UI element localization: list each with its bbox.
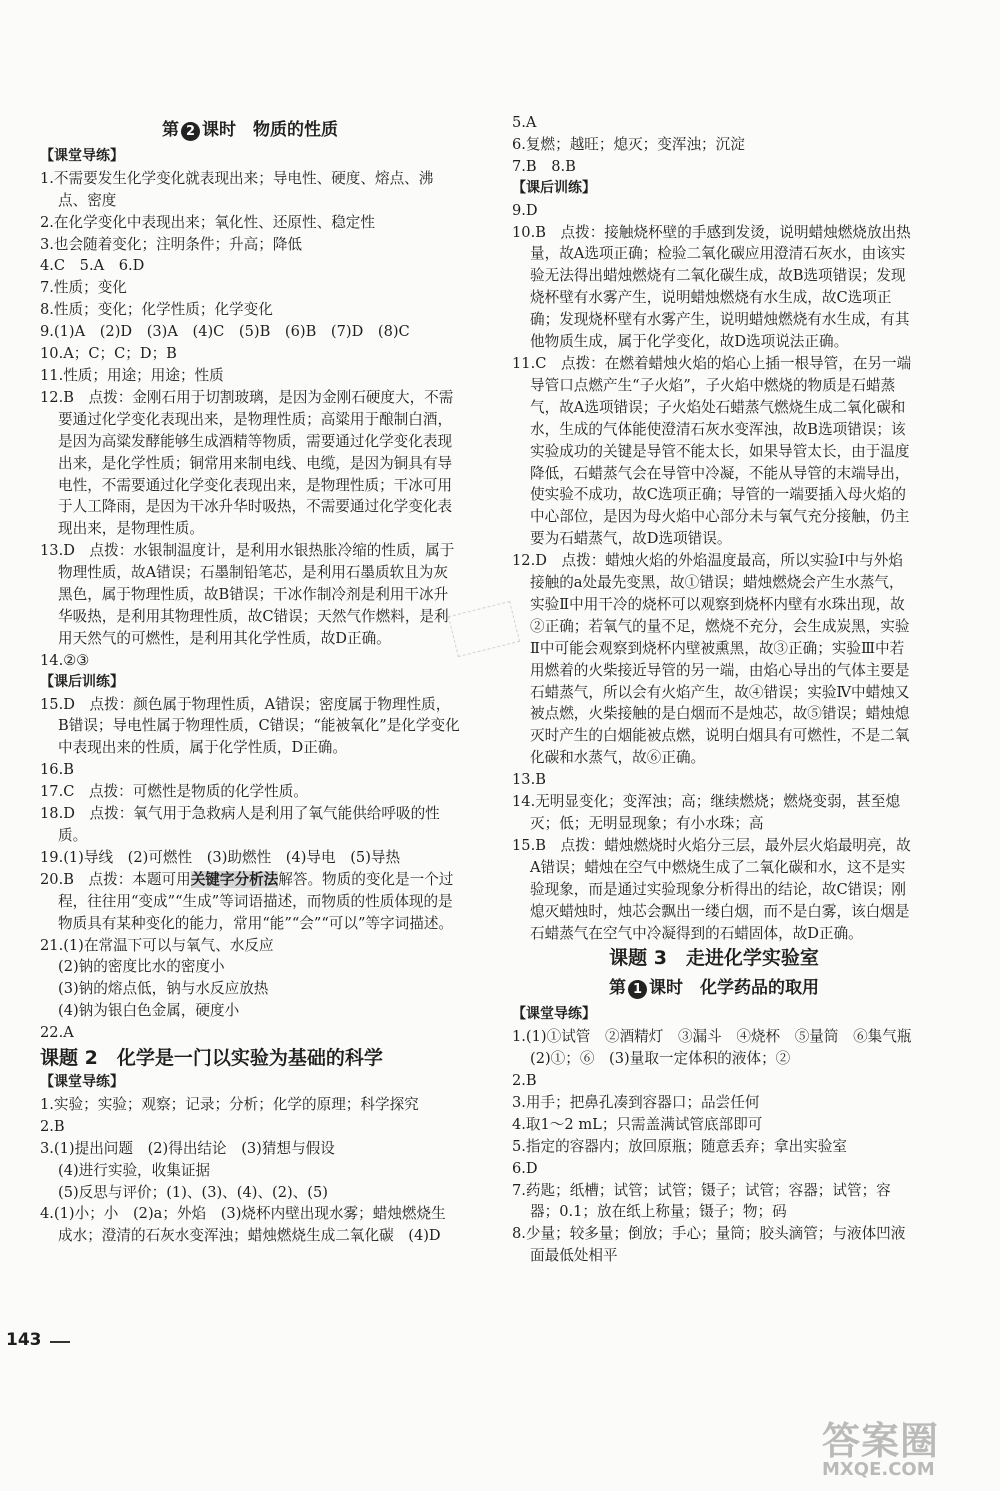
answer-item: 5.A (512, 114, 537, 131)
answer-item: 10.A；C；C；D；B (40, 345, 177, 363)
answer-item: 1.(1)①试管 ②酒精灯 ③漏斗 ④烧杯 ⑤量筒 ⑥集气瓶 (2)①；⑥ (3)量取一定体积的液体；② (512, 1028, 927, 1068)
answer-item: 4.C 5.A 6.D (40, 257, 145, 275)
answer-item: 3.用手；把鼻孔凑到容器口；品尝任何 (512, 1093, 760, 1111)
page-number-rule (50, 1341, 70, 1343)
left-column (40, 112, 460, 1247)
answer-item: 5.指定的容器内；放回原瓶；随意丢弃；拿出实验室 (512, 1137, 847, 1155)
answer-item: 3.也会随着变化；注明条件；升高；降低 (40, 235, 303, 253)
answer-item: 18.D 点拨：氧气用于急救病人是利用了氧气能供给呼吸的性质。 (40, 805, 440, 844)
answer-item: 9.(1)A (2)D (3)A (4)C (5)B (6)B (7)D (8)C (40, 323, 410, 341)
answer-subitem: (5)反思与评价；(1)、(3)、(4)、(2)、(5) (58, 1183, 328, 1201)
section-after-class: 【课后训练】 (512, 179, 596, 196)
section-classroom-practice: 【课堂导练】 (512, 1006, 596, 1023)
answer-subitem: (4)钠为银白色金属，硬度小 (58, 1002, 240, 1020)
topic-3-title: 课题 3 走进化学实验室 (609, 947, 819, 970)
section-classroom-practice: 【课堂导练】 (40, 147, 124, 164)
watermark-logo (822, 1410, 992, 1480)
watermark-url: MXQE.COM (822, 1459, 935, 1480)
answer-item: 13.B (512, 771, 546, 789)
answer-item: 15.D 点拨：颜色属于物理性质，A错误；密度属于物理性质，B错误；导电性属于物理性质，C错误；“能被氧化”是化学变化中表现出来的性质，属于化学性质，D正确。 (40, 695, 460, 757)
answer-item: 20.B 点拨：本题可用关键字分析法解答。物质的变化是一个过程，往往用“变成”“生成”等词语描述，而物质的性质体现的是物质具有某种变化的能力，常用“能”“会”“可以”等字词描述。 (40, 870, 454, 932)
answer-item: 13.D 点拨：水银制温度计，是利用水银热胀冷缩的性质，属于物理性质，故A错误；石墨制铅笔芯，是利用石墨质软且为灰黑色，属于物理性质，故B错误；干冰作制冷剂是利用干冰升华吸热，是利用其物理性质，故C错误；天然气作燃料，是利用天然气的可燃性，是利用其化学性质，故D正确。 (40, 542, 455, 647)
answer-item: 22.A (40, 1024, 74, 1042)
answer-subitem: (2)钠的密度比水的密度小 (58, 958, 225, 976)
lesson-number-badge: 2 (181, 122, 200, 141)
answer-item: 12.D 点拨：蜡烛火焰的外焰温度最高，所以实验Ⅰ中与外焰接触的a处最先变黑，故①错误；蜡烛燃烧会产生水蒸气，实验Ⅱ中用干冷的烧杯可以观察到烧杯内壁有水珠出现，故②正确；若氧气的量不足，燃烧不充分，会生成炭黑，实验Ⅱ中可能会观察到烧杯内壁被熏黑，故③正确；实验Ⅲ中若用燃着的火柴接近导管的另一端，由焰心导出的气体主要是石蜡蒸气，所以会有火焰产生，故④错误；实验Ⅳ中蜡烛又被点燃，火柴接触的是白烟而不是烛芯，故⑤错误；蜡烛熄灭时产生的白烟能被点燃，说明白烟具有可燃性，不是二氧化碳和水蒸气，故⑥正确。 (512, 552, 910, 767)
answer-item: 14.无明显变化；变浑浊；高；继续燃烧；燃烧变弱，甚至熄灭；低；无明显现象；有小水珠；高 (512, 793, 901, 832)
answer-item: 14.②③ (40, 651, 90, 669)
answer-item: 17.C 点拨：可燃性是物质的化学性质。 (40, 783, 308, 801)
answer-item: 11.C 点拨：在燃着蜡烛火焰的焰心上插一根导管，在另一端导管口点燃产生“子火焰”，子火焰中燃烧的物质是石蜡蒸气，故A选项错误；子火焰处石蜡蒸气燃烧生成二氧化碳和水，生成的气体能使澄清石灰水变浑浊，故B选项错误；该实验成功的关键是导管不能太长，如果导管太长，由于温度降低，石蜡蒸气会在导管中冷凝，不能从导管的末端导出，使实验不成功，故C选项正确；导管的一端要插入母火焰的中心部位，是因为母火焰中心部分未与氧气充分接触，仍主要为石蜡蒸气，故D选项错误。 (512, 354, 912, 548)
answer-item: 2.在化学变化中表现出来；氧化性、还原性、稳定性 (40, 213, 375, 231)
answer-item: 6.D (512, 1159, 538, 1177)
highlighted-term: 关键字分析法 (190, 870, 279, 888)
lesson-number-badge: 1 (628, 980, 647, 999)
section-after-class: 【课后训练】 (40, 673, 124, 690)
answer-item: 4.取1～2 mL；只需盖满试管底部即可 (512, 1115, 763, 1133)
answer-item: 16.B (40, 761, 74, 779)
answer-item: 7.B 8.B (512, 157, 576, 175)
answer-item: 9.D (512, 201, 538, 219)
answer-item: 7.性质；变化 (40, 279, 127, 297)
answer-item: 7.药匙；纸槽；试管；试管；镊子；试管；容器；试管；容器；0.1；放在纸上称量；镊子；物；码 (512, 1181, 891, 1221)
answer-item: 2.B (512, 1071, 537, 1089)
answer-item: 10.B 点拨：接触烧杯壁的手感到发烫，说明蜡烛燃烧放出热量，故A选项正确；检验二氧化碳应用澄清石灰水，由该实验无法得出蜡烛燃烧有二氧化碳生成，故B选项错误；发现烧杯壁有水雾产生，说明蜡烛燃烧有水生成，故C选项正确；发现烧杯壁有水雾产生，说明蜡烛燃烧有水生成，有其他物质生成，属于化学变化，故D选项说法正确。 (512, 223, 911, 351)
page-number: 143 (6, 1330, 42, 1350)
lesson-title-1: 第 1 课时 化学药品的取用 (609, 978, 819, 999)
answer-item: 12.B 点拨：金刚石用于切割玻璃，是因为金刚石硬度大，不需要通过化学变化表现出来，是物理性质；高粱用于酿制白酒，是因为高粱发酵能够生成酒精等物质，需要通过化学变化表现出来，是化学性质；铜常用来制电线、电缆，是因为铜具有导电性，不需要通过化学变化表现出来，是物理性质；干冰可用于人工降雨，是因为干冰升华时吸热，不需要通过化学变化表现出来，是物理性质。 (40, 388, 454, 538)
answer-item: 19.(1)导线 (2)可燃性 (3)助燃性 (4)导电 (5)导热 (40, 848, 401, 866)
section-classroom-practice: 【课堂导练】 (40, 1073, 124, 1090)
lesson-title-2: 第 2 课时 物质的性质 (162, 120, 338, 140)
answer-item: 2.B (40, 1117, 65, 1135)
answer-subitem: (4)进行实验，收集证据 (58, 1161, 211, 1179)
answer-item: 4.(1)小；小 (2)a；外焰 (3)烧杯内壁出现水雾；蜡烛燃烧生成水；澄清的石灰水变浑浊；蜡烛燃烧生成二氧化碳 (4)D (40, 1205, 446, 1245)
watermark-text: 答案圈 (822, 1419, 940, 1463)
answer-item: 6.复燃；越旺；熄灭；变浑浊；沉淀 (512, 135, 745, 153)
answer-item: 1.不需要发生化学变化就表现出来；导电性、硬度、熔点、沸点、密度 (40, 169, 434, 209)
answer-item: 3.(1)提出问题 (2)得出结论 (3)猜想与假设 (40, 1139, 335, 1157)
answer-item: 8.性质；变化；化学性质；化学变化 (40, 301, 273, 319)
answer-item: 15.B 点拨：蜡烛燃烧时火焰分三层，最外层火焰最明亮，故A错误；蜡烛在空气中燃烧生成了二氧化碳和水，这不是实验现象，而是通过实验现象分析得出的结论，故C错误；刚熄灭蜡烛时，烛芯会飘出一缕白烟，而不是白雾，该白烟是石蜡蒸气在空气中冷凝得到的石蜡固体，故D正确。 (512, 836, 911, 942)
topic-2-title: 课题 2 化学是一门以实验为基础的科学 (40, 1047, 383, 1070)
answer-subitem: (3)钠的熔点低，钠与水反应放热 (58, 980, 269, 998)
answer-item: 1.实验；实验；观察；记录；分析；化学的原理；科学探究 (40, 1095, 419, 1113)
answer-item: 8.少量；较多量；倒放；手心；量筒；胶头滴管；与液体凹液面最低处相平 (512, 1225, 906, 1265)
answer-item: 21.(1)在常温下可以与氧气、水反应 (40, 936, 274, 954)
answer-item: 11.性质；用途；用途；性质 (40, 366, 224, 384)
right-column (512, 112, 927, 1267)
